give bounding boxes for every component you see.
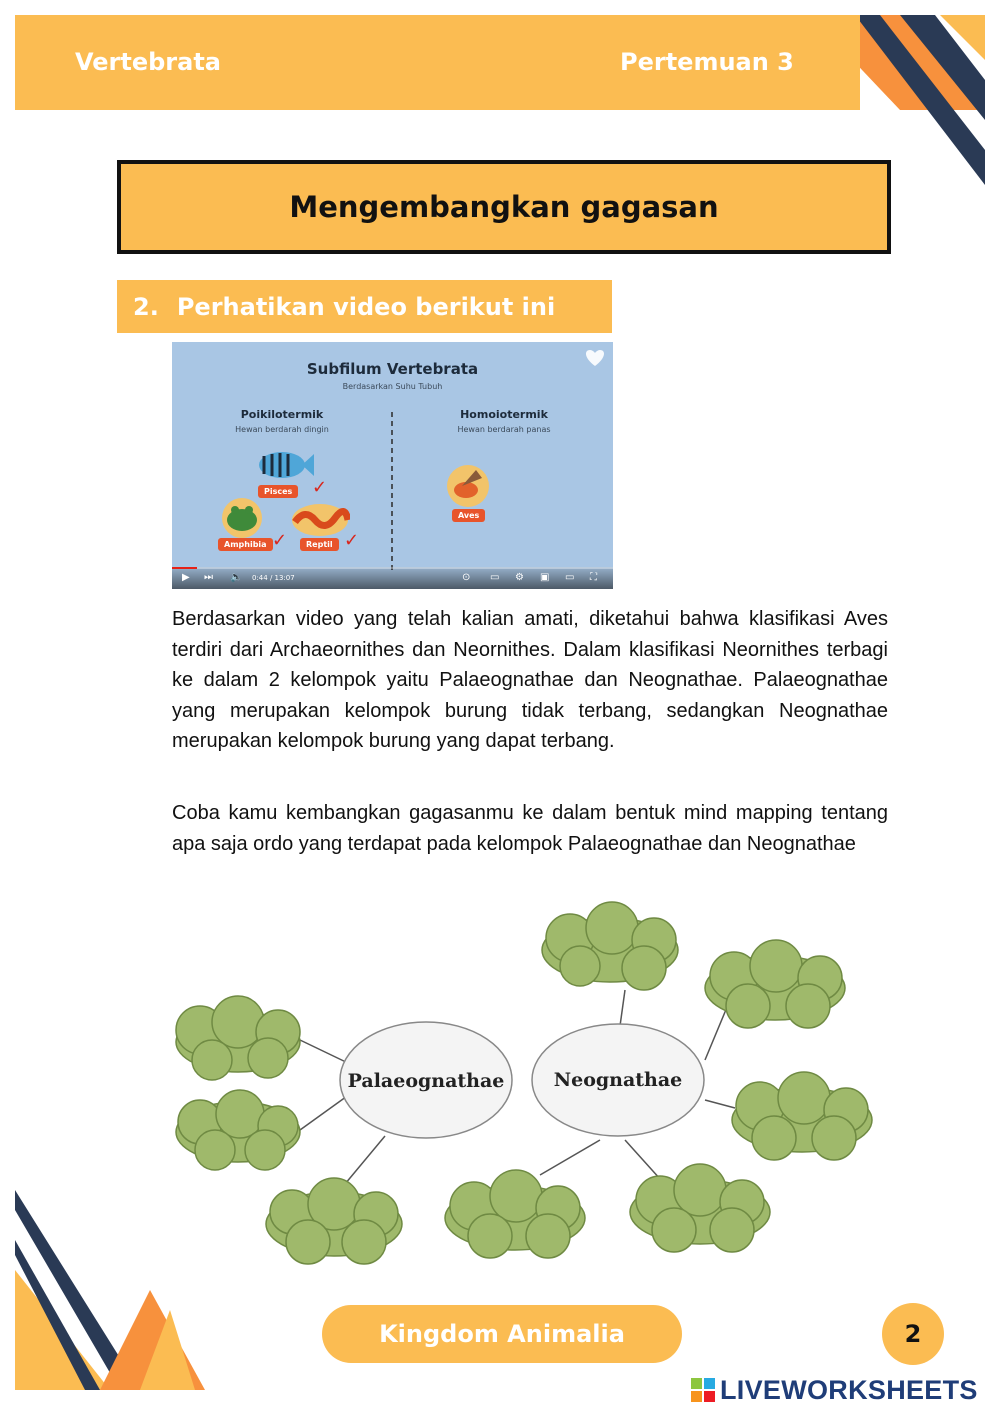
video-player[interactable] (172, 342, 613, 589)
fish-icon (256, 448, 316, 482)
miniplayer-icon[interactable]: ▣ (540, 572, 550, 583)
body-paragraph-2: Coba kamu kembangkan gagasanmu ke dalam bentuk mind mapping tentang apa saja ordo yang terdapat pada kelompok Palaeognathae dan Neognathae (172, 802, 888, 855)
check-icon: ✓ (312, 477, 328, 498)
label-aves: Aves (452, 509, 485, 522)
video-right-group: Homoiotermik (460, 408, 548, 421)
page-number: 2 (882, 1303, 944, 1365)
video-subtitle: Berdasarkan Suhu Tubuh (342, 382, 443, 391)
brand (690, 1373, 990, 1407)
video-left-desc: Hewan berdarah dingin (235, 425, 329, 434)
liveworksheets-logo-icon (690, 1377, 716, 1403)
bird-icon (442, 462, 494, 508)
theater-icon[interactable]: ▭ (565, 572, 575, 583)
captions-icon[interactable]: ▭ (490, 572, 500, 583)
volume-icon[interactable]: 🔈 (230, 572, 243, 583)
label-amphibia: Amphibia (218, 538, 273, 551)
section-title: Perhatikan video berikut ini (176, 292, 556, 321)
brand-name: LIVEWORKSHEETS (720, 1374, 978, 1405)
header-meeting: Pertemuan 3 (620, 48, 794, 76)
cloud-node[interactable] (732, 1072, 872, 1160)
mind-map (160, 900, 890, 1280)
section-number: 2. (133, 292, 159, 321)
progress-fill (172, 567, 197, 569)
check-icon: ✓ (272, 530, 288, 551)
header-subject: Vertebrata (75, 48, 222, 76)
label-reptil: Reptil (300, 538, 339, 551)
video-divider (390, 412, 394, 572)
footer-title: Kingdom Animalia (322, 1305, 682, 1363)
autoplay-icon[interactable]: ⊙ (462, 572, 471, 583)
cloud-node[interactable] (176, 996, 300, 1080)
cloud-node[interactable] (542, 902, 678, 990)
video-logo-icon (582, 346, 608, 368)
cloud-node[interactable] (445, 1170, 585, 1258)
neognathae-label: Neognathae (553, 1069, 683, 1091)
section-heading (117, 280, 612, 333)
video-right-desc: Hewan berdarah panas (457, 425, 551, 434)
main-heading: Mengembangkan gagasan (117, 160, 891, 254)
video-title: Subfilum Vertebrata (306, 360, 479, 378)
progress-track[interactable] (172, 567, 613, 569)
cloud-node[interactable] (630, 1164, 770, 1252)
fullscreen-icon[interactable]: ⛶ (590, 572, 597, 583)
video-controls (172, 567, 613, 589)
body-paragraph-1: Berdasarkan video yang telah kalian amati, diketahui bahwa klasifikasi Aves terdiri dari Archaeornithes dan Neornithes. Dalam klasifikasi Neornithes terbagi ke dalam 2 kelompok yaitu Palaeognathae dan Neognathae. Palaeognathae yang merupakan kelompok burung tidak terbang, sedangkan Neognathae merupakan kelompok burung yang dapat terbang. (172, 608, 888, 752)
label-pisces: Pisces (258, 485, 298, 498)
next-icon[interactable]: ⏭ (204, 572, 213, 583)
video-time: 0:44 / 13:07 (252, 574, 295, 582)
cloud-node[interactable] (176, 1090, 300, 1170)
reptile-icon (290, 502, 350, 538)
video-left-group: Poikilotermik (240, 408, 324, 421)
play-icon[interactable]: ▶ (182, 572, 190, 583)
palaeognathae-label: Palaeognathae (347, 1070, 505, 1092)
frog-icon (218, 496, 266, 538)
cloud-node[interactable] (705, 940, 845, 1028)
cloud-node[interactable] (266, 1178, 402, 1264)
check-icon: ✓ (344, 530, 360, 551)
settings-icon[interactable]: ⚙ (515, 572, 524, 583)
